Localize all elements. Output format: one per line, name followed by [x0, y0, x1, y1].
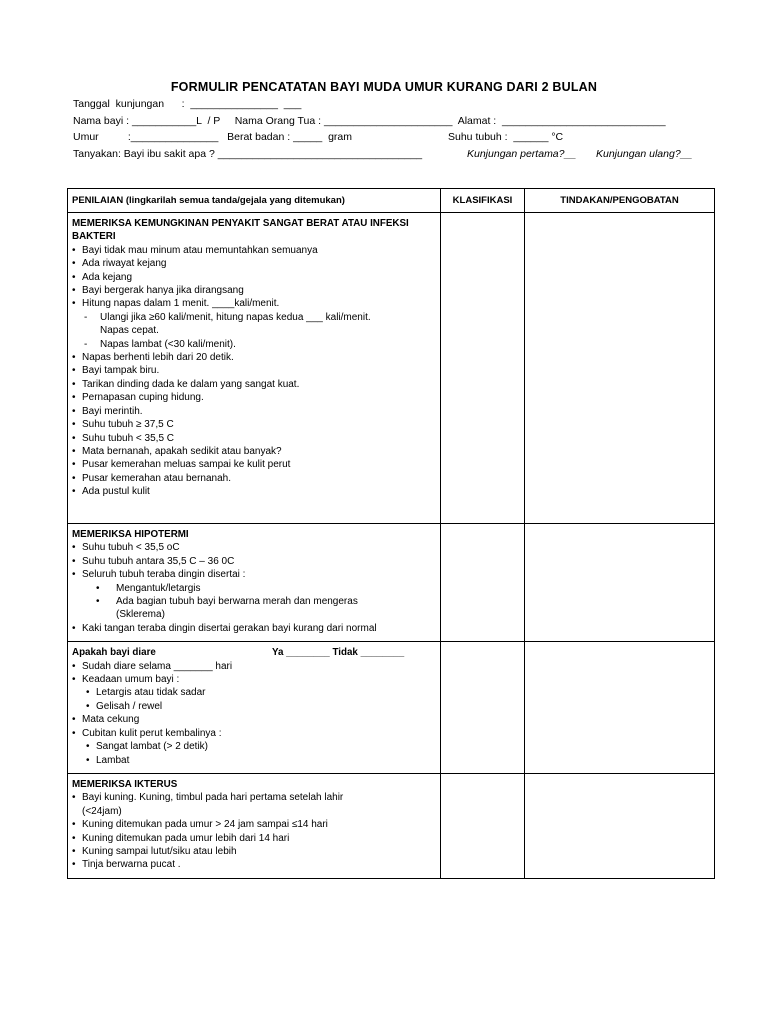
list-item[interactable]: • Gelisah / rewel	[72, 700, 436, 713]
list-item[interactable]: • Lambat	[72, 754, 436, 767]
list-item[interactable]: • Mata cekung	[72, 713, 436, 726]
list-item[interactable]: • Pusar kemerahan atau bernanah.	[72, 472, 436, 485]
list-item[interactable]: • Suhu tubuh < 35,5 C	[72, 432, 436, 445]
list-item[interactable]: Napas cepat.	[100, 325, 159, 337]
list-item[interactable]: • Ada kejang	[72, 271, 436, 284]
klasifikasi-cell[interactable]	[441, 642, 525, 774]
sign-list	[72, 660, 436, 767]
umur-berat-line[interactable]: Umur :_______________ Berat badan : _____ gram	[73, 131, 353, 143]
sign-list	[72, 791, 436, 871]
list-item[interactable]: • Sangat lambat (> 2 detik)	[72, 740, 436, 753]
penilaian-cell	[68, 773, 441, 878]
list-item[interactable]: • Pusar kemerahan meluas sampai ke kulit perut	[72, 458, 436, 471]
section-title: Apakah bayi diare	[72, 647, 156, 659]
list-item[interactable]: - Napas lambat (<30 kali/menit).	[72, 338, 436, 351]
list-item[interactable]: • Ada bagian tubuh bayi berwarna merah dan mengeras	[72, 595, 436, 608]
suhu-tubuh-line[interactable]: Suhu tubuh : ______ °C	[448, 131, 564, 143]
kunjungan-pertama-field[interactable]: Kunjungan pertama?__	[467, 148, 577, 160]
list-item[interactable]: • Suhu tubuh < 35,5 oC	[72, 541, 436, 554]
list-item[interactable]: • Mengantuk/letargis	[72, 582, 436, 595]
sign-list	[72, 244, 436, 499]
nama-bayi-line[interactable]: Nama bayi : ___________L / P Nama Orang Tua : ______________________ Alamat : ____________________________	[73, 115, 666, 127]
tindakan-cell[interactable]	[525, 524, 715, 642]
list-item[interactable]: • Sudah diare selama _______ hari	[72, 660, 436, 673]
list-item[interactable]: • Bayi tampak biru.	[72, 364, 436, 377]
ya-tidak-field[interactable]: Ya ________ Tidak ________	[272, 647, 405, 659]
list-item[interactable]: • Napas berhenti lebih dari 20 detik.	[72, 351, 436, 364]
list-item[interactable]: • Mata bernanah, apakah sedikit atau banyak?	[72, 445, 436, 458]
penilaian-cell	[68, 524, 441, 642]
list-item[interactable]: • Bayi bergerak hanya jika dirangsang	[72, 284, 436, 297]
column-header-tindakan: TINDAKAN/PENGOBATAN	[525, 189, 715, 213]
tindakan-cell[interactable]	[525, 773, 715, 878]
sign-list	[72, 541, 436, 635]
section-title: MEMERIKSA HIPOTERMI	[72, 529, 189, 540]
penilaian-cell	[68, 642, 441, 774]
list-item[interactable]: • Seluruh tubuh teraba dingin disertai :	[72, 568, 436, 581]
tindakan-cell[interactable]	[525, 213, 715, 524]
klasifikasi-cell[interactable]	[441, 524, 525, 642]
section-row-ikterus	[68, 773, 715, 878]
list-item[interactable]: • Tarikan dinding dada ke dalam yang sangat kuat.	[72, 378, 436, 391]
list-item[interactable]: • Kuning ditemukan pada umur lebih dari 14 hari	[72, 832, 436, 845]
list-item[interactable]: • Ada riwayat kejang	[72, 257, 436, 270]
diare-question-row	[72, 646, 436, 659]
section-title: MEMERIKSA IKTERUS	[72, 778, 178, 790]
list-item[interactable]: • Keadaan umum bayi :	[72, 673, 436, 686]
form-title: FORMULIR PENCATATAN BAYI MUDA UMUR KURANG DARI 2 BULAN	[170, 80, 598, 94]
assessment-table	[67, 188, 715, 879]
list-item[interactable]: • Bayi kuning. Kuning, timbul pada hari pertama setelah lahir	[72, 791, 436, 804]
section-row-infeksi-bakteri	[68, 213, 715, 524]
section-title: MEMERIKSA KEMUNGKINAN PENYAKIT SANGAT BERAT ATAU INFEKSI BAKTERI	[72, 218, 409, 243]
table-header-row	[68, 189, 715, 213]
tanggal-kunjungan-line[interactable]: Tanggal kunjungan : _______________ ___	[73, 98, 302, 110]
list-item[interactable]: • Bayi tidak mau minum atau memuntahkan semuanya	[72, 244, 436, 257]
kunjungan-ulang-field[interactable]: Kunjungan ulang?__	[596, 148, 693, 160]
list-item[interactable]: • Suhu tubuh antara 35,5 C – 36 0C	[72, 555, 436, 568]
list-item[interactable]: (Sklerema)	[116, 609, 165, 621]
tanyakan-line[interactable]: Tanyakan: Bayi ibu sakit apa ? ___________________________________	[73, 148, 423, 160]
list-item[interactable]: • Kuning sampai lutut/siku atau lebih	[72, 845, 436, 858]
list-item[interactable]: • Kuning ditemukan pada umur > 24 jam sampai ≤14 hari	[72, 818, 436, 831]
list-item[interactable]: • Tinja berwarna pucat .	[72, 858, 436, 871]
section-row-diare	[68, 642, 715, 774]
column-header-penilaian: PENILAIAN (lingkarilah semua tanda/gejala yang ditemukan)	[68, 189, 441, 213]
list-item[interactable]: • Ada pustul kulit	[72, 485, 436, 498]
klasifikasi-cell[interactable]	[441, 213, 525, 524]
list-item[interactable]: • Pernapasan cuping hidung.	[72, 391, 436, 404]
list-item[interactable]: • Letargis atau tidak sadar	[72, 686, 436, 699]
list-item[interactable]: • Cubitan kulit perut kembalinya :	[72, 727, 436, 740]
list-item[interactable]: • Bayi merintih.	[72, 405, 436, 418]
list-item[interactable]: • Hitung napas dalam 1 menit. ____kali/menit.	[72, 297, 436, 310]
list-item[interactable]: • Suhu tubuh ≥ 37,5 C	[72, 418, 436, 431]
penilaian-cell	[68, 213, 441, 524]
list-item[interactable]: (<24jam)	[82, 805, 122, 817]
tindakan-cell[interactable]	[525, 642, 715, 774]
column-header-klasifikasi: KLASIFIKASI	[441, 189, 525, 213]
section-row-hipotermi	[68, 524, 715, 642]
klasifikasi-cell[interactable]	[441, 773, 525, 878]
list-item[interactable]: - Ulangi jika ≥60 kali/menit, hitung napas kedua ___ kali/menit.	[72, 311, 436, 324]
list-item[interactable]: • Kaki tangan teraba dingin disertai gerakan bayi kurang dari normal	[72, 622, 436, 635]
